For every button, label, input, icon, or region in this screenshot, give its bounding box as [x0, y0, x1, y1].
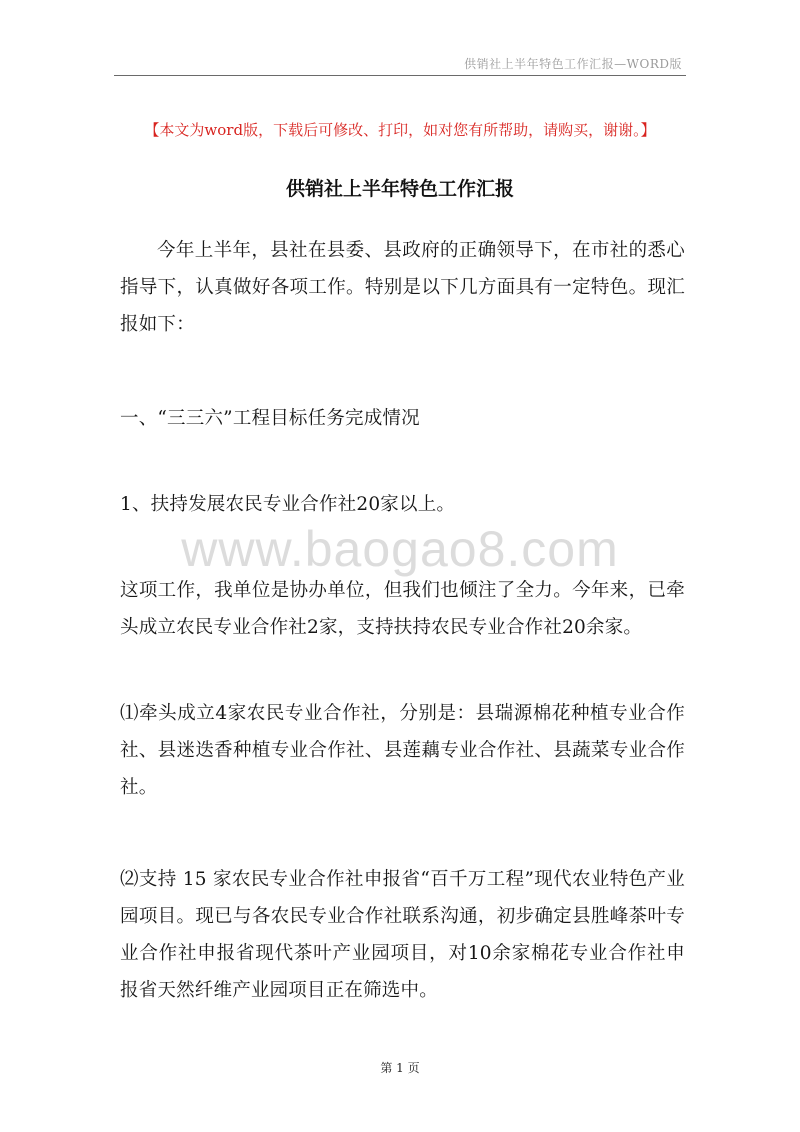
purchase-notice: 【本文为word版，下载后可修改、打印，如对您有所帮助，请购买，谢谢。】	[144, 121, 656, 139]
section-heading: 一、“三三六”工程目标任务完成情况	[120, 408, 420, 429]
running-header: 供销社上半年特色工作汇报—WORD版	[464, 57, 682, 71]
header-divider	[114, 75, 686, 76]
page-number: 第 1 页	[380, 1061, 420, 1075]
body-paragraph-2: ⑴牵头成立4家农民专业合作社，分别是：县瑞源棉花种植专业合作社、县迷迭香种植专业合作社、县莲藕专业合作社、县蔬菜专业合作社。	[120, 703, 685, 798]
intro-paragraph: 今年上半年，县社在县委、县政府的正确领导下，在市社的悉心指导下，认真做好各项工作。特别是以下几方面具有一定特色。现汇报如下：	[120, 240, 685, 335]
item-heading: 1、扶持发展农民专业合作社20家以上。	[120, 494, 456, 515]
body-paragraph-3: ⑵支持 15 家农民专业合作社申报省“百千万工程”现代农业特色产业园项目。现已与各农民专业合作社联系沟通，初步确定县胜峰茶叶专业合作社申报省现代茶叶产业园项目，对10余家棉花专业合作社申报省天然纤维产业园项目正在筛选中。	[120, 869, 685, 1001]
watermark: www.baogao8.com	[181, 521, 619, 577]
body-paragraph-1: 这项工作，我单位是协办单位，但我们也倾注了全力。今年来，已牵头成立农民专业合作社2家，支持扶持农民专业合作社20余家。	[120, 580, 685, 638]
document-title: 供销社上半年特色工作汇报	[285, 178, 514, 200]
